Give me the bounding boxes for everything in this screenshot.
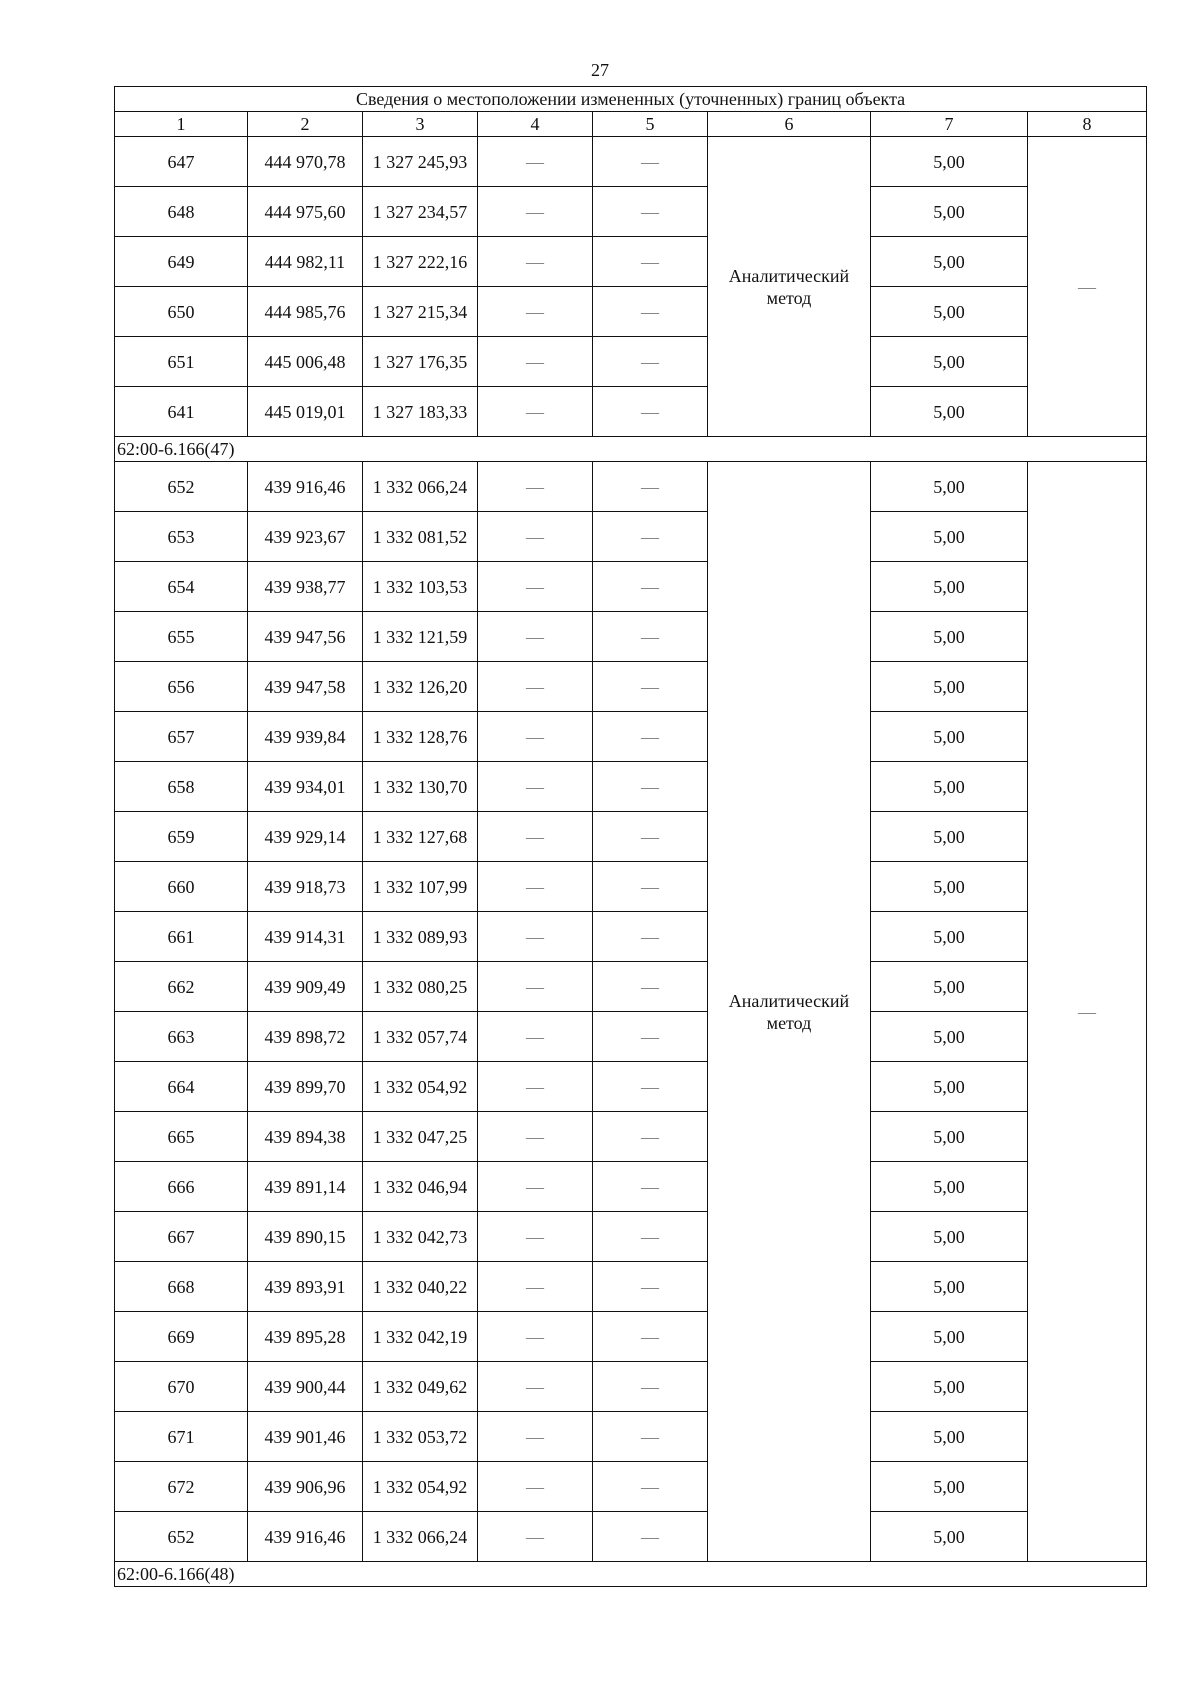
col4-cell: — [478, 1312, 593, 1362]
col5-cell: — [593, 712, 708, 762]
x-coordinate-cell: 439 894,38 [248, 1112, 363, 1162]
section-label: 62:00-6.166(47) [115, 437, 1147, 462]
precision-cell: 5,00 [871, 962, 1028, 1012]
col5-cell: — [593, 1162, 708, 1212]
col5-cell: — [593, 812, 708, 862]
precision-cell: 5,00 [871, 337, 1028, 387]
table-row [115, 1062, 1147, 1112]
table-row [115, 1512, 1147, 1562]
col4-cell: — [478, 1412, 593, 1462]
col4-cell: — [478, 962, 593, 1012]
precision-cell: 5,00 [871, 137, 1028, 187]
x-coordinate-cell: 444 970,78 [248, 137, 363, 187]
column-number: 7 [871, 112, 1028, 137]
method-cell: Аналитический метод [708, 462, 871, 1562]
y-coordinate-cell: 1 332 049,62 [363, 1362, 478, 1412]
x-coordinate-cell: 439 934,01 [248, 762, 363, 812]
x-coordinate-cell: 439 893,91 [248, 1262, 363, 1312]
point-number-cell: 651 [115, 337, 248, 387]
point-number-cell: 668 [115, 1262, 248, 1312]
y-coordinate-cell: 1 332 053,72 [363, 1412, 478, 1462]
y-coordinate-cell: 1 332 066,24 [363, 462, 478, 512]
point-number-cell: 660 [115, 862, 248, 912]
column-number: 5 [593, 112, 708, 137]
precision-cell: 5,00 [871, 1162, 1028, 1212]
x-coordinate-cell: 439 916,46 [248, 1512, 363, 1562]
y-coordinate-cell: 1 327 183,33 [363, 387, 478, 437]
column-number: 4 [478, 112, 593, 137]
table-row [115, 1462, 1147, 1512]
column-number: 1 [115, 112, 248, 137]
x-coordinate-cell: 444 975,60 [248, 187, 363, 237]
precision-cell: 5,00 [871, 237, 1028, 287]
point-number-cell: 653 [115, 512, 248, 562]
table-row [115, 1012, 1147, 1062]
point-number-cell: 657 [115, 712, 248, 762]
table-row [115, 612, 1147, 662]
col4-cell: — [478, 337, 593, 387]
col4-cell: — [478, 1162, 593, 1212]
table-row [115, 237, 1147, 287]
col4-cell: — [478, 1512, 593, 1562]
point-number-cell: 641 [115, 387, 248, 437]
table-row [115, 912, 1147, 962]
column-number-row [115, 112, 1147, 137]
col5-cell: — [593, 387, 708, 437]
x-coordinate-cell: 439 947,56 [248, 612, 363, 662]
precision-cell: 5,00 [871, 812, 1028, 862]
precision-cell: 5,00 [871, 912, 1028, 962]
column-number: 6 [708, 112, 871, 137]
col4-cell: — [478, 1112, 593, 1162]
y-coordinate-cell: 1 332 081,52 [363, 512, 478, 562]
y-coordinate-cell: 1 332 054,92 [363, 1062, 478, 1112]
table-row [115, 512, 1147, 562]
y-coordinate-cell: 1 332 130,70 [363, 762, 478, 812]
col4-cell: — [478, 762, 593, 812]
page-number: 27 [591, 60, 609, 80]
x-coordinate-cell: 439 947,58 [248, 662, 363, 712]
col4-cell: — [478, 237, 593, 287]
point-number-cell: 647 [115, 137, 248, 187]
col8-cell: — [1028, 462, 1147, 1562]
table-row [115, 337, 1147, 387]
table-row [115, 862, 1147, 912]
col4-cell: — [478, 287, 593, 337]
method-cell: Аналитический метод [708, 137, 871, 437]
point-number-cell: 666 [115, 1162, 248, 1212]
col4-cell: — [478, 387, 593, 437]
table-row [115, 1312, 1147, 1362]
table-row [115, 562, 1147, 612]
col5-cell: — [593, 237, 708, 287]
col5-cell: — [593, 1062, 708, 1112]
x-coordinate-cell: 439 914,31 [248, 912, 363, 962]
col5-cell: — [593, 137, 708, 187]
point-number-cell: 655 [115, 612, 248, 662]
col4-cell: — [478, 562, 593, 612]
precision-cell: 5,00 [871, 612, 1028, 662]
precision-cell: 5,00 [871, 462, 1028, 512]
point-number-cell: 654 [115, 562, 248, 612]
x-coordinate-cell: 439 939,84 [248, 712, 363, 762]
section-label-row [115, 437, 1147, 462]
table-title: Сведения о местоположении измененных (уточненных) границ объекта [115, 87, 1147, 112]
point-number-cell: 656 [115, 662, 248, 712]
precision-cell: 5,00 [871, 1312, 1028, 1362]
col5-cell: — [593, 1012, 708, 1062]
column-number: 8 [1028, 112, 1147, 137]
point-number-cell: 672 [115, 1462, 248, 1512]
col5-cell: — [593, 1112, 708, 1162]
precision-cell: 5,00 [871, 1062, 1028, 1112]
x-coordinate-cell: 439 898,72 [248, 1012, 363, 1062]
section-label-row [115, 1562, 1147, 1587]
precision-cell: 5,00 [871, 562, 1028, 612]
precision-cell: 5,00 [871, 187, 1028, 237]
x-coordinate-cell: 439 901,46 [248, 1412, 363, 1462]
y-coordinate-cell: 1 332 042,19 [363, 1312, 478, 1362]
col4-cell: — [478, 187, 593, 237]
precision-cell: 5,00 [871, 1012, 1028, 1062]
col4-cell: — [478, 612, 593, 662]
col5-cell: — [593, 287, 708, 337]
col4-cell: — [478, 812, 593, 862]
x-coordinate-cell: 444 982,11 [248, 237, 363, 287]
y-coordinate-cell: 1 332 107,99 [363, 862, 478, 912]
col5-cell: — [593, 862, 708, 912]
table-row [115, 137, 1147, 187]
precision-cell: 5,00 [871, 1112, 1028, 1162]
y-coordinate-cell: 1 327 176,35 [363, 337, 478, 387]
table-row [115, 1412, 1147, 1462]
col5-cell: — [593, 1312, 708, 1362]
point-number-cell: 671 [115, 1412, 248, 1462]
col4-cell: — [478, 137, 593, 187]
precision-cell: 5,00 [871, 512, 1028, 562]
y-coordinate-cell: 1 332 066,24 [363, 1512, 478, 1562]
x-coordinate-cell: 439 923,67 [248, 512, 363, 562]
precision-cell: 5,00 [871, 1262, 1028, 1312]
precision-cell: 5,00 [871, 287, 1028, 337]
col4-cell: — [478, 712, 593, 762]
boundary-coordinates-table [114, 86, 1147, 1587]
point-number-cell: 658 [115, 762, 248, 812]
y-coordinate-cell: 1 332 046,94 [363, 1162, 478, 1212]
point-number-cell: 661 [115, 912, 248, 962]
precision-cell: 5,00 [871, 1462, 1028, 1512]
y-coordinate-cell: 1 327 222,16 [363, 237, 478, 287]
col5-cell: — [593, 1362, 708, 1412]
x-coordinate-cell: 439 890,15 [248, 1212, 363, 1262]
col4-cell: — [478, 462, 593, 512]
table-row [115, 712, 1147, 762]
table-row [115, 1112, 1147, 1162]
point-number-cell: 650 [115, 287, 248, 337]
precision-cell: 5,00 [871, 1362, 1028, 1412]
y-coordinate-cell: 1 332 103,53 [363, 562, 478, 612]
point-number-cell: 670 [115, 1362, 248, 1412]
y-coordinate-cell: 1 332 121,59 [363, 612, 478, 662]
y-coordinate-cell: 1 327 215,34 [363, 287, 478, 337]
column-number: 2 [248, 112, 363, 137]
col5-cell: — [593, 912, 708, 962]
table-row [115, 762, 1147, 812]
precision-cell: 5,00 [871, 662, 1028, 712]
x-coordinate-cell: 444 985,76 [248, 287, 363, 337]
point-number-cell: 652 [115, 1512, 248, 1562]
col4-cell: — [478, 1362, 593, 1412]
col4-cell: — [478, 662, 593, 712]
x-coordinate-cell: 439 929,14 [248, 812, 363, 862]
col5-cell: — [593, 1462, 708, 1512]
point-number-cell: 649 [115, 237, 248, 287]
col4-cell: — [478, 1062, 593, 1112]
table-row [115, 1162, 1147, 1212]
col4-cell: — [478, 862, 593, 912]
table-row [115, 662, 1147, 712]
y-coordinate-cell: 1 332 042,73 [363, 1212, 478, 1262]
point-number-cell: 665 [115, 1112, 248, 1162]
col4-cell: — [478, 1262, 593, 1312]
y-coordinate-cell: 1 332 127,68 [363, 812, 478, 862]
col5-cell: — [593, 1262, 708, 1312]
precision-cell: 5,00 [871, 762, 1028, 812]
precision-cell: 5,00 [871, 1512, 1028, 1562]
col5-cell: — [593, 1412, 708, 1462]
x-coordinate-cell: 445 019,01 [248, 387, 363, 437]
x-coordinate-cell: 439 909,49 [248, 962, 363, 1012]
precision-cell: 5,00 [871, 387, 1028, 437]
col5-cell: — [593, 187, 708, 237]
col5-cell: — [593, 612, 708, 662]
table-row [115, 462, 1147, 512]
table-row [115, 287, 1147, 337]
y-coordinate-cell: 1 332 089,93 [363, 912, 478, 962]
col4-cell: — [478, 1212, 593, 1262]
col5-cell: — [593, 1212, 708, 1262]
y-coordinate-cell: 1 327 245,93 [363, 137, 478, 187]
x-coordinate-cell: 439 938,77 [248, 562, 363, 612]
x-coordinate-cell: 439 918,73 [248, 862, 363, 912]
y-coordinate-cell: 1 332 126,20 [363, 662, 478, 712]
col4-cell: — [478, 512, 593, 562]
col4-cell: — [478, 912, 593, 962]
precision-cell: 5,00 [871, 1412, 1028, 1462]
precision-cell: 5,00 [871, 1212, 1028, 1262]
x-coordinate-cell: 439 895,28 [248, 1312, 363, 1362]
point-number-cell: 663 [115, 1012, 248, 1062]
table-row [115, 1362, 1147, 1412]
section-label: 62:00-6.166(48) [115, 1562, 1147, 1587]
col4-cell: — [478, 1012, 593, 1062]
precision-cell: 5,00 [871, 862, 1028, 912]
y-coordinate-cell: 1 332 047,25 [363, 1112, 478, 1162]
table-title-row [115, 87, 1147, 112]
col5-cell: — [593, 562, 708, 612]
x-coordinate-cell: 439 899,70 [248, 1062, 363, 1112]
point-number-cell: 648 [115, 187, 248, 237]
col4-cell: — [478, 1462, 593, 1512]
table-row [115, 187, 1147, 237]
point-number-cell: 662 [115, 962, 248, 1012]
y-coordinate-cell: 1 332 040,22 [363, 1262, 478, 1312]
table-row [115, 1212, 1147, 1262]
point-number-cell: 659 [115, 812, 248, 862]
col5-cell: — [593, 962, 708, 1012]
table-row [115, 812, 1147, 862]
col5-cell: — [593, 1512, 708, 1562]
col5-cell: — [593, 337, 708, 387]
y-coordinate-cell: 1 332 080,25 [363, 962, 478, 1012]
x-coordinate-cell: 439 900,44 [248, 1362, 363, 1412]
point-number-cell: 664 [115, 1062, 248, 1112]
x-coordinate-cell: 445 006,48 [248, 337, 363, 387]
point-number-cell: 669 [115, 1312, 248, 1362]
y-coordinate-cell: 1 327 234,57 [363, 187, 478, 237]
col5-cell: — [593, 762, 708, 812]
col8-cell: — [1028, 137, 1147, 437]
x-coordinate-cell: 439 891,14 [248, 1162, 363, 1212]
precision-cell: 5,00 [871, 712, 1028, 762]
x-coordinate-cell: 439 916,46 [248, 462, 363, 512]
point-number-cell: 652 [115, 462, 248, 512]
col5-cell: — [593, 512, 708, 562]
y-coordinate-cell: 1 332 128,76 [363, 712, 478, 762]
col5-cell: — [593, 662, 708, 712]
col5-cell: — [593, 462, 708, 512]
y-coordinate-cell: 1 332 057,74 [363, 1012, 478, 1062]
x-coordinate-cell: 439 906,96 [248, 1462, 363, 1512]
table-row [115, 962, 1147, 1012]
column-number: 3 [363, 112, 478, 137]
point-number-cell: 667 [115, 1212, 248, 1262]
y-coordinate-cell: 1 332 054,92 [363, 1462, 478, 1512]
table-row [115, 1262, 1147, 1312]
table-row [115, 387, 1147, 437]
